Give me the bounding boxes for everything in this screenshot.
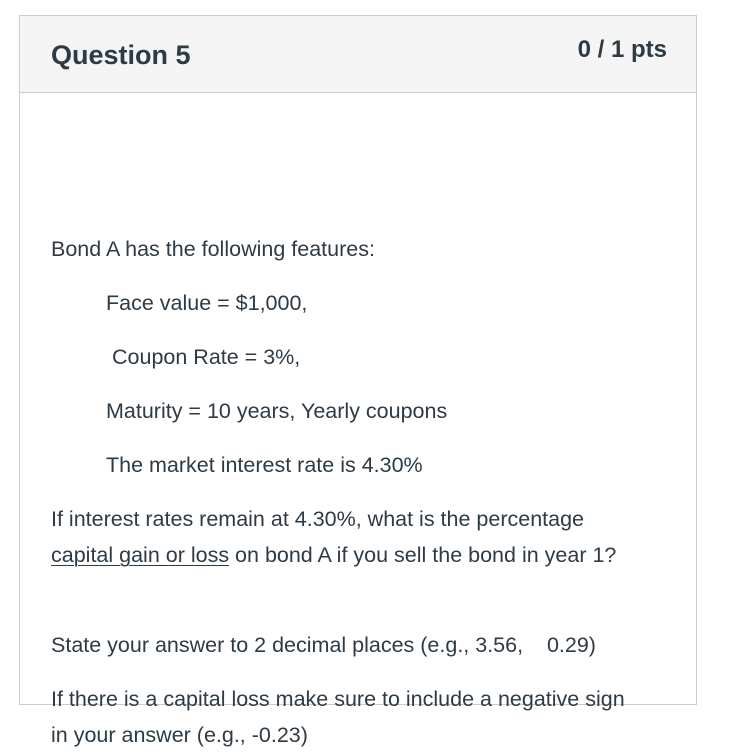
negative-sign-note: If there is a capital loss make sure to include a negative sign in your answer (e.g., -0.23) bbox=[51, 687, 625, 747]
question-intro: Bond A has the following features: bbox=[51, 237, 375, 261]
question-prompt bbox=[51, 501, 651, 573]
question-points: 0 / 1 pts bbox=[577, 36, 667, 63]
answer-instruction: State your answer to 2 decimal places (e.g., 3.56, 0.29) bbox=[51, 633, 596, 657]
feature-maturity: Maturity = 10 years, Yearly coupons bbox=[106, 399, 448, 423]
feature-face-value: Face value = $1,000, bbox=[106, 291, 308, 315]
question-card bbox=[19, 15, 697, 747]
prompt-text-start: If interest rates remain at 4.30%, what is the percentage bbox=[51, 507, 585, 531]
feature-coupon-rate: Coupon Rate = 3%, bbox=[112, 345, 301, 369]
feature-market-rate: The market interest rate is 4.30% bbox=[106, 453, 423, 477]
capital-gain-or-loss-term: capital gain or loss bbox=[51, 543, 230, 567]
question-header bbox=[20, 16, 696, 93]
question-title: Question 5 bbox=[51, 40, 191, 70]
prompt-text-end: on bond A if you sell the bond in year 1? bbox=[229, 543, 617, 567]
